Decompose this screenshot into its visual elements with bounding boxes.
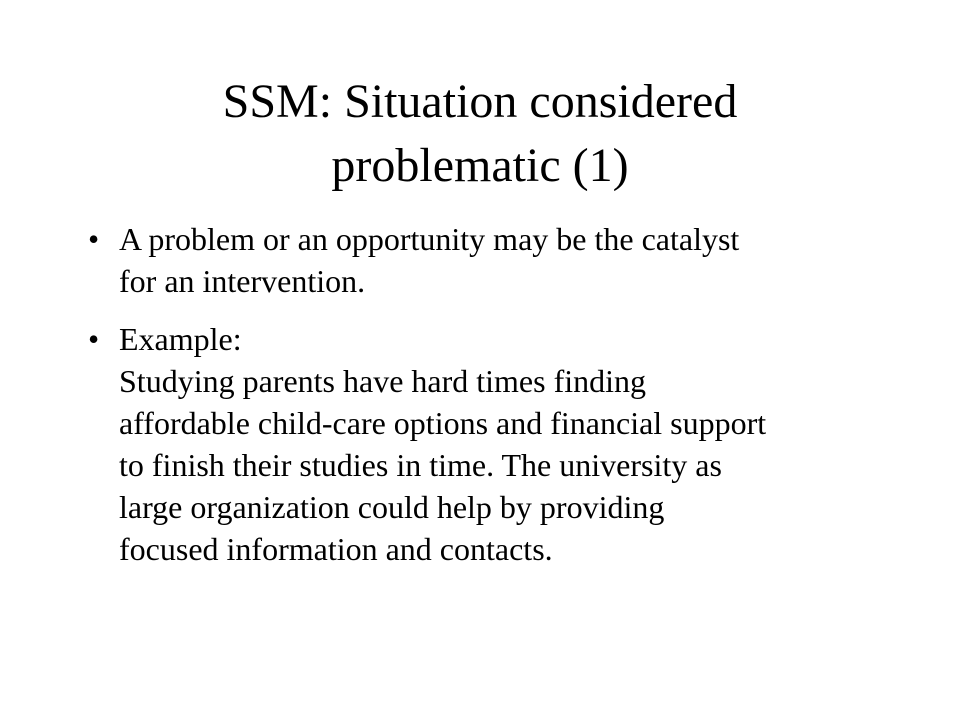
bullet-item-example [88, 318, 888, 570]
bullet-dot-icon: • [88, 221, 100, 257]
slide-title-line-1: SSM: Situation considered [222, 75, 738, 128]
bullet-2-line-3: affordable child-care options and financial support [119, 405, 767, 441]
bullet-2-line-2: Studying parents have hard times finding [119, 363, 647, 399]
slide-title-line-2: problematic (1) [331, 139, 629, 192]
bullet-2-line-6: focused information and contacts. [119, 531, 553, 567]
bullet-2-line-4: to finish their studies in time. The university as [119, 447, 722, 483]
bullet-item-problem [88, 218, 888, 302]
bullet-2-line-1: Example: [119, 321, 242, 357]
bullet-dot-icon: • [88, 321, 100, 357]
bullet-1-line-2: for an intervention. [119, 263, 366, 299]
bullet-1-line-1: A problem or an opportunity may be the catalyst [119, 221, 740, 257]
bullet-2-line-5: large organization could help by providing [119, 489, 665, 525]
bullet-list [88, 218, 888, 586]
slide-title [120, 70, 840, 198]
